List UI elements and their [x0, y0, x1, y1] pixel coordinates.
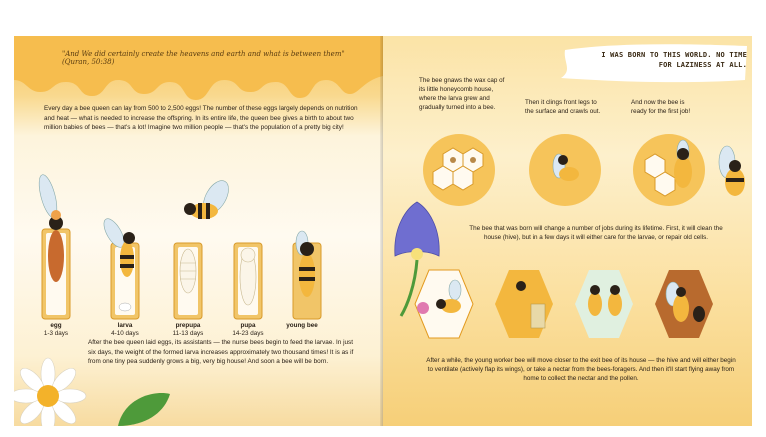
nurse-bees-paragraph: After the bee queen laid eggs, its assistants — the nurse bees begin to feed the larvae. In just six days, the weight of the formed larva increases approximately two thousand times! It is as if from one tiny pea suddenly grows a big, very big house! And soon a bee will be born.	[88, 339, 354, 366]
leaf-icon	[114, 388, 174, 426]
lifecycle-illustration	[14, 171, 383, 311]
pupa-icon	[240, 248, 256, 305]
step-1-text: The bee gnaws the wax cap of its little honeycomb house, where the larva grew and gradually turned into a bee.	[419, 77, 505, 111]
stage-name: larva	[117, 322, 133, 329]
stage-duration: 4-10 days	[111, 330, 139, 337]
left-page	[14, 36, 383, 426]
quran-quote: "And We did certainly create the heavens and earth and what is between them" (Quran, 50:38)	[62, 50, 345, 66]
stage-duration: 14-23 days	[232, 330, 264, 337]
eggs-paragraph: Every day a bee queen can lay from 500 to 2,500 eggs! The number of these eggs largely depends on nutrition and heat — what is needed to increase the offspring. In its entire life, the queen bee gives a birth to about two million babies of bees — that's a lot! Imagine two million people — that's the population of a pretty big city!	[44, 105, 358, 132]
step-2-text: Then it clings front legs to the surface and crawls out.	[525, 99, 601, 115]
jobs-text: The bee that was born will change a number of jobs during its lifetime. First, it will clean the house (hive), but in a few days it will either care for the larvae, or repair old cells.	[469, 225, 723, 241]
step-3-text: And now the bee is ready for the first job!	[631, 99, 691, 115]
right-page	[383, 36, 752, 426]
jobs-illustrations	[383, 264, 752, 354]
stage-prepupa	[165, 322, 211, 338]
stage-name: pupa	[240, 322, 256, 329]
stage-egg	[33, 322, 79, 338]
stage-young-bee	[284, 322, 320, 330]
daisy-icon	[14, 356, 88, 426]
stage-name: young bee	[286, 322, 318, 329]
flying-bee-icon	[180, 176, 234, 293]
stage-name: egg	[50, 322, 62, 329]
stage-name: prepupa	[175, 322, 201, 329]
page-title: I WAS BORN TO THIS WORLD. NO TIME FOR LAZINESS AT ALL.	[601, 51, 747, 69]
queen-bee-icon	[36, 173, 64, 282]
stage-duration: 1-3 days	[43, 330, 69, 337]
stage-duration: 11-13 days	[172, 330, 204, 337]
flying-bee-right-icon	[719, 146, 745, 196]
book-spread	[14, 36, 752, 426]
stage-pupa	[225, 322, 271, 338]
stage-larva	[102, 322, 148, 338]
closing-text: After a while, the young worker bee will move closer to the exit bee of its house — the hive and will either begin to ventilate (actively flap its wings), or take a nectar from the bees-foragers. And then it'll start flying away from home to collect the nectar and the pollen.	[426, 357, 736, 382]
